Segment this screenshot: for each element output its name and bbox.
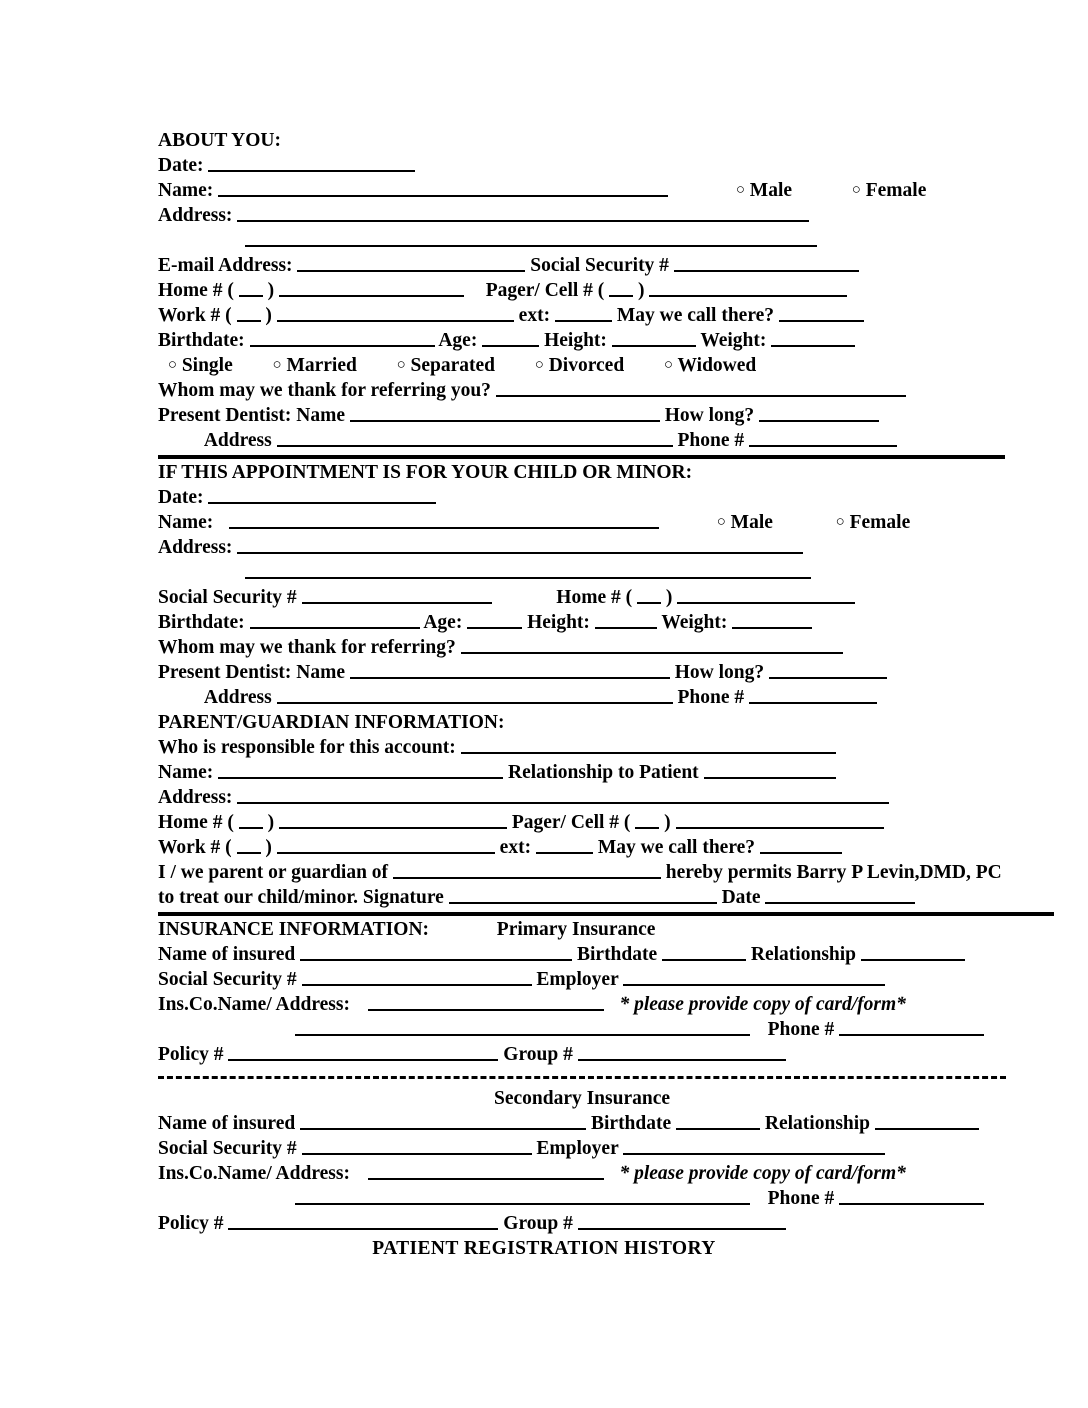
about-email-ssn-row (158, 253, 1058, 278)
about-present-dentist-row (158, 403, 1058, 428)
about-referral-row (158, 378, 1058, 403)
primary-phone-input[interactable] (839, 1017, 984, 1036)
child-referral-input[interactable] (461, 635, 843, 654)
guardian-responsible-row (158, 735, 1058, 760)
secondary-employer-input[interactable] (623, 1136, 885, 1155)
radio-icon: ○ (663, 357, 673, 373)
child-present-dentist-row (158, 660, 1058, 685)
child-dentist-phone-label: Phone # (677, 687, 745, 708)
guardian-home-pager-row (158, 810, 1058, 835)
guardian-pager-input[interactable] (676, 810, 884, 829)
about-work-areacode-input[interactable] (237, 303, 261, 322)
about-date-row (158, 153, 1058, 178)
about-age-label: Age: (438, 330, 478, 351)
secondary-name-insured-row (158, 1111, 1058, 1136)
paren-close: ) (638, 280, 645, 301)
section-divider-1 (158, 455, 1005, 459)
primary-policy-input[interactable] (228, 1042, 498, 1061)
child-birthdate-row (158, 610, 1058, 635)
secondary-card-note: * please provide copy of card/form* (619, 1163, 906, 1184)
about-weight-input[interactable] (771, 328, 855, 347)
about-ssn-label: Social Security # (530, 255, 669, 276)
child-weight-label: Weight: (661, 612, 728, 633)
section-heading-parent-guardian: PARENT/GUARDIAN INFORMATION: (158, 712, 505, 733)
primary-ins-co-label: Ins.Co.Name/ Address: (158, 994, 350, 1015)
child-date-row (158, 485, 1058, 510)
about-age-input[interactable] (482, 328, 539, 347)
guardian-relationship-label: Relationship to Patient (507, 762, 699, 783)
primary-group-input[interactable] (578, 1042, 786, 1061)
about-address-row-2 (158, 228, 1058, 253)
paren-close: ) (267, 280, 275, 301)
guardian-relationship-input[interactable] (704, 760, 836, 779)
about-marital-row (158, 353, 1058, 378)
secondary-insurance-title-row (158, 1086, 1006, 1111)
about-address-input-2[interactable] (245, 228, 817, 247)
guardian-work-label: Work # ( (158, 837, 232, 858)
primary-phone-label: Phone # (767, 1019, 835, 1040)
primary-ins-co-input[interactable] (368, 992, 604, 1011)
child-how-long-input[interactable] (769, 660, 887, 679)
child-present-dentist-label: Present Dentist: Name (158, 662, 346, 683)
paren-close: ) (664, 812, 671, 833)
marital-option-separated[interactable] (397, 355, 495, 376)
about-home-areacode-input[interactable] (239, 278, 263, 297)
secondary-name-insured-label: Name of insured (158, 1113, 296, 1134)
guardian-consent-date-input[interactable] (765, 885, 915, 904)
about-height-label: Height: (544, 330, 607, 351)
about-weight-label: Weight: (700, 330, 767, 351)
primary-policy-label: Policy # (158, 1044, 224, 1065)
about-date-input[interactable] (208, 153, 415, 172)
child-how-long-label: How long? (674, 662, 765, 683)
primary-group-label: Group # (503, 1044, 573, 1065)
child-address-input[interactable] (237, 535, 803, 554)
guardian-may-call-label: May we call there? (597, 837, 756, 858)
child-ssn-input[interactable] (302, 585, 492, 604)
child-birthdate-label: Birthdate: (158, 612, 245, 633)
child-home-label: Home # ( (556, 587, 633, 608)
about-gender-female-option[interactable] (852, 180, 927, 201)
about-referral-label: Whom may we thank for referring you? (158, 380, 491, 401)
secondary-ins-co-label: Ins.Co.Name/ Address: (158, 1163, 350, 1184)
secondary-ssn-input[interactable] (302, 1136, 532, 1155)
marital-option-married[interactable] (273, 355, 357, 376)
radio-icon: ○ (735, 182, 745, 198)
about-height-input[interactable] (612, 328, 696, 347)
primary-relationship-label: Relationship (750, 944, 857, 965)
primary-ins-co-address-input[interactable] (295, 1017, 750, 1036)
guardian-home-areacode-input[interactable] (239, 810, 263, 829)
secondary-birthdate-label: Birthdate (590, 1113, 672, 1134)
guardian-may-call-input[interactable] (760, 835, 842, 854)
about-work-label: Work # ( (158, 305, 232, 326)
primary-relationship-input[interactable] (861, 942, 965, 961)
guardian-responsible-input[interactable] (461, 735, 836, 754)
child-dentist-phone-input[interactable] (749, 685, 877, 704)
child-age-input[interactable] (467, 610, 522, 629)
guardian-consent-middle: hereby permits Barry P Levin,DMD, PC (665, 862, 1002, 883)
child-gender-female-option[interactable] (836, 512, 911, 533)
about-how-long-input[interactable] (759, 403, 879, 422)
child-home-areacode-input[interactable] (637, 585, 661, 604)
paren-close: ) (267, 812, 275, 833)
section-divider-2 (158, 912, 1054, 916)
about-address-input[interactable] (237, 203, 809, 222)
secondary-insurance-title: Secondary Insurance (493, 1088, 671, 1109)
radio-icon: ○ (534, 357, 544, 373)
about-email-input[interactable] (297, 253, 525, 272)
radio-icon: ○ (851, 182, 861, 198)
secondary-relationship-input[interactable] (875, 1111, 979, 1130)
secondary-ins-co-phone-row (158, 1186, 1058, 1211)
guardian-pager-areacode-input[interactable] (635, 810, 659, 829)
child-address-row (158, 535, 1058, 560)
guardian-home-label: Home # ( (158, 812, 234, 833)
radio-icon: ○ (167, 357, 177, 373)
marital-label-divorced: Divorced (548, 355, 625, 376)
about-how-long-label: How long? (664, 405, 755, 426)
child-date-input[interactable] (208, 485, 436, 504)
child-address-row-2 (158, 560, 1058, 585)
about-home-label: Home # ( (158, 280, 234, 301)
primary-ssn-input[interactable] (302, 967, 532, 986)
primary-ins-co-phone-row (158, 1017, 1058, 1042)
secondary-group-input[interactable] (578, 1211, 786, 1230)
child-height-label: Height: (527, 612, 590, 633)
secondary-phone-label: Phone # (767, 1188, 835, 1209)
guardian-work-row (158, 835, 1058, 860)
secondary-ssn-label: Social Security # (158, 1138, 297, 1159)
child-name-label: Name: (158, 512, 214, 533)
child-date-label: Date: (158, 487, 204, 508)
secondary-relationship-label: Relationship (764, 1113, 871, 1134)
primary-policy-group-row (158, 1042, 1058, 1067)
child-present-dentist-input[interactable] (350, 660, 670, 679)
about-pager-label: Pager/ Cell # ( (485, 280, 605, 301)
primary-employer-label: Employer (536, 969, 619, 990)
about-address-row (158, 203, 1058, 228)
about-may-call-input[interactable] (779, 303, 864, 322)
about-gender-male-label: Male (749, 180, 793, 201)
guardian-work-areacode-input[interactable] (237, 835, 261, 854)
child-dentist-address-label: Address (203, 687, 272, 708)
secondary-policy-input[interactable] (228, 1211, 498, 1230)
radio-icon: ○ (272, 357, 282, 373)
secondary-ins-co-row (158, 1161, 1058, 1186)
form-content (158, 128, 1058, 1236)
about-birthdate-row (158, 328, 1058, 353)
about-birthdate-label: Birthdate: (158, 330, 245, 351)
secondary-ins-co-input[interactable] (368, 1161, 604, 1180)
child-referral-row (158, 635, 1058, 660)
marital-option-single[interactable] (168, 355, 233, 376)
about-home-input[interactable] (279, 278, 464, 297)
primary-card-note: * please provide copy of card/form* (619, 994, 906, 1015)
primary-birthdate-label: Birthdate (576, 944, 658, 965)
guardian-home-input[interactable] (279, 810, 507, 829)
guardian-work-input[interactable] (277, 835, 495, 854)
child-birthdate-input[interactable] (250, 610, 420, 629)
guardian-consent-prefix: I / we parent or guardian of (158, 862, 389, 883)
footer-title: PATIENT REGISTRATION HISTORY (372, 1238, 716, 1259)
radio-icon: ○ (835, 514, 845, 530)
guardian-pager-label: Pager/ Cell # ( (511, 812, 631, 833)
secondary-policy-group-row (158, 1211, 1058, 1236)
secondary-employer-label: Employer (536, 1138, 619, 1159)
about-date-label: Date: (158, 155, 204, 176)
guardian-name-row (158, 760, 1058, 785)
about-ext-label: ext: (518, 305, 551, 326)
about-birthdate-input[interactable] (250, 328, 435, 347)
about-pager-areacode-input[interactable] (609, 278, 633, 297)
secondary-birthdate-input[interactable] (676, 1111, 760, 1130)
radio-icon: ○ (716, 514, 726, 530)
about-ssn-input[interactable] (674, 253, 859, 272)
child-gender-male-option[interactable] (717, 512, 773, 533)
insurance-separator-dashed (158, 1076, 1006, 1079)
child-gender-male-label: Male (730, 512, 773, 533)
about-present-dentist-input[interactable] (350, 403, 660, 422)
section-heading-insurance (158, 917, 1058, 942)
marital-label-single: Single (181, 355, 233, 376)
guardian-name-label: Name: (158, 762, 214, 783)
guardian-responsible-label: Who is responsible for this account: (158, 737, 456, 758)
guardian-name-input[interactable] (218, 760, 503, 779)
secondary-phone-input[interactable] (839, 1186, 984, 1205)
about-pager-input[interactable] (649, 278, 847, 297)
about-ext-input[interactable] (555, 303, 612, 322)
secondary-ssn-employer-row (158, 1136, 1058, 1161)
marital-label-widowed: Widowed (677, 355, 757, 376)
child-dentist-address-input[interactable] (277, 685, 673, 704)
about-referral-input[interactable] (496, 378, 906, 397)
about-gender-female-label: Female (865, 180, 927, 201)
insurance-heading-label: INSURANCE INFORMATION: (158, 919, 430, 940)
about-home-pager-row (158, 278, 1058, 303)
primary-name-insured-row (158, 942, 1058, 967)
guardian-address-row (158, 785, 1058, 810)
about-present-dentist-label: Present Dentist: Name (158, 405, 346, 426)
radio-icon: ○ (396, 357, 406, 373)
secondary-name-insured-input[interactable] (300, 1111, 586, 1130)
about-email-label: E-mail Address: (158, 255, 293, 276)
about-work-row (158, 303, 1058, 328)
about-address-label: Address: (158, 205, 233, 226)
about-name-input[interactable] (218, 178, 668, 197)
about-name-label: Name: (158, 180, 214, 201)
about-gender-male-option[interactable] (736, 180, 792, 201)
guardian-signature-input[interactable] (449, 885, 717, 904)
section-heading-child: IF THIS APPOINTMENT IS FOR YOUR CHILD OR MINOR: (158, 462, 693, 483)
primary-ssn-label: Social Security # (158, 969, 297, 990)
about-may-call-label: May we call there? (616, 305, 775, 326)
secondary-ins-co-address-input[interactable] (295, 1186, 750, 1205)
secondary-group-label: Group # (503, 1213, 573, 1234)
child-weight-input[interactable] (732, 610, 812, 629)
guardian-ext-label: ext: (499, 837, 532, 858)
guardian-address-input[interactable] (237, 785, 889, 804)
primary-employer-input[interactable] (623, 967, 885, 986)
section-heading-about-you: ABOUT YOU: (158, 130, 281, 151)
child-age-label: Age: (423, 612, 463, 633)
guardian-ext-input[interactable] (536, 835, 593, 854)
child-height-input[interactable] (595, 610, 657, 629)
primary-name-insured-label: Name of insured (158, 944, 296, 965)
guardian-consent-second-line: to treat our child/minor. Signature (158, 887, 444, 908)
about-dentist-phone-input[interactable] (749, 428, 897, 447)
guardian-address-label: Address: (158, 787, 233, 808)
child-referral-label: Whom may we thank for referring? (158, 637, 456, 658)
primary-ssn-employer-row (158, 967, 1058, 992)
primary-ins-co-row (158, 992, 1058, 1017)
guardian-consent-date-label: Date (721, 887, 761, 908)
paren-close: ) (665, 587, 673, 608)
about-dentist-address-input[interactable] (277, 428, 673, 447)
child-dentist-address-row (158, 685, 1058, 710)
about-dentist-address-label: Address (203, 430, 272, 451)
child-ssn-label: Social Security # (158, 587, 297, 608)
child-name-row (158, 510, 1058, 535)
guardian-consent-row-2 (158, 885, 1058, 910)
marital-label-separated: Separated (410, 355, 496, 376)
paren-close: ) (265, 837, 272, 858)
marital-label-married: Married (286, 355, 357, 376)
child-home-input[interactable] (677, 585, 855, 604)
child-name-input[interactable] (229, 510, 659, 529)
about-work-input[interactable] (277, 303, 514, 322)
marital-option-widowed[interactable] (664, 355, 756, 376)
primary-birthdate-input[interactable] (662, 942, 746, 961)
about-dentist-phone-label: Phone # (677, 430, 745, 451)
marital-option-divorced[interactable] (535, 355, 624, 376)
primary-name-insured-input[interactable] (300, 942, 572, 961)
primary-insurance-title: Primary Insurance (496, 919, 656, 940)
about-name-row (158, 178, 1058, 203)
secondary-policy-label: Policy # (158, 1213, 224, 1234)
child-address-input-2[interactable] (245, 560, 811, 579)
child-gender-female-label: Female (849, 512, 911, 533)
about-dentist-address-row (158, 428, 1058, 453)
guardian-consent-child-input[interactable] (393, 860, 661, 879)
guardian-consent-row-1 (158, 860, 1058, 885)
child-address-label: Address: (158, 537, 233, 558)
child-ssn-home-row (158, 585, 1058, 610)
paren-close: ) (265, 305, 272, 326)
